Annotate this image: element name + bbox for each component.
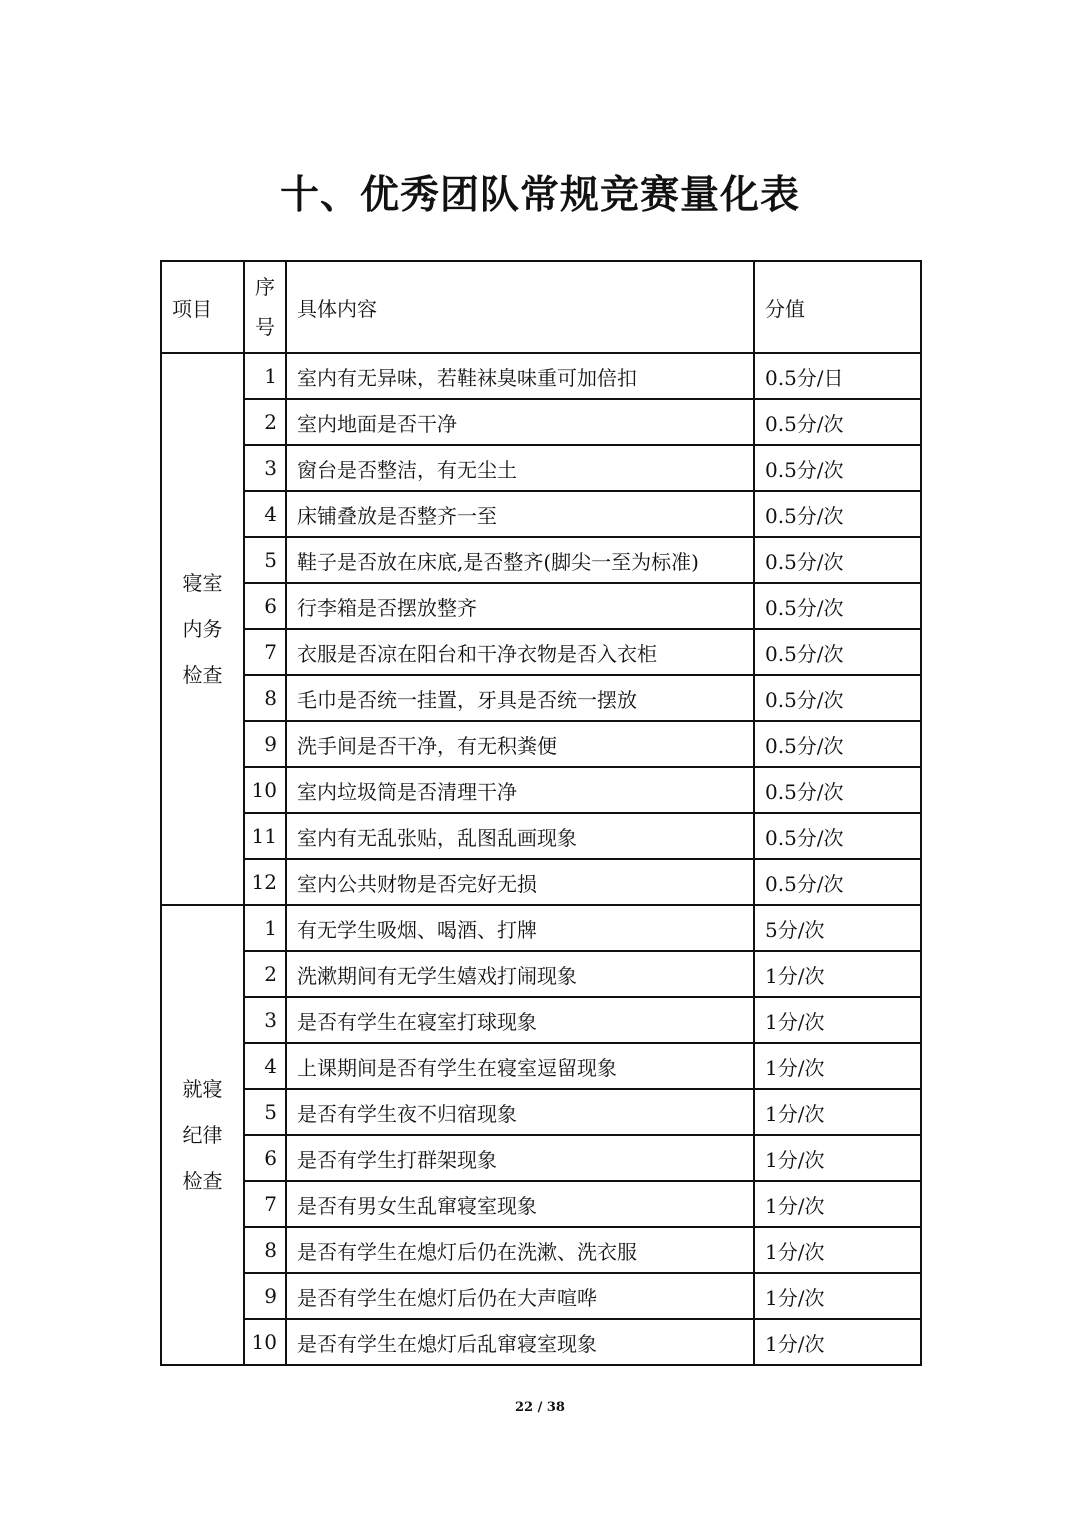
row-number: 5 (244, 1089, 286, 1135)
row-content: 鞋子是否放在床底,是否整齐(脚尖一至为标准) (286, 537, 754, 583)
row-number: 9 (244, 721, 286, 767)
row-content: 室内公共财物是否完好无损 (286, 859, 754, 905)
row-score: 1分/次 (754, 1135, 921, 1181)
row-content: 洗漱期间有无学生嬉戏打闹现象 (286, 951, 754, 997)
row-content: 室内垃圾筒是否清理干净 (286, 767, 754, 813)
table-row (161, 629, 921, 675)
row-score: 0.5分/次 (754, 537, 921, 583)
header-number-line1: 序 (255, 275, 275, 299)
table-row (161, 905, 921, 951)
table-row (161, 951, 921, 997)
row-score: 0.5分/次 (754, 491, 921, 537)
table-row (161, 721, 921, 767)
row-score: 0.5分/次 (754, 675, 921, 721)
table-row (161, 445, 921, 491)
category-label-line: 检查 (182, 663, 223, 687)
table-header-row (161, 261, 921, 353)
row-number: 8 (244, 1227, 286, 1273)
row-number: 3 (244, 445, 286, 491)
header-score: 分值 (754, 261, 921, 353)
category-label-line: 就寝 (182, 1077, 223, 1101)
row-score: 0.5分/次 (754, 399, 921, 445)
row-number: 1 (244, 353, 286, 399)
header-project: 项目 (161, 261, 244, 353)
row-content: 室内有无异味，若鞋袜臭味重可加倍扣 (286, 353, 754, 399)
table-row (161, 1227, 921, 1273)
row-content: 室内地面是否干净 (286, 399, 754, 445)
row-content: 是否有学生夜不归宿现象 (286, 1089, 754, 1135)
row-score: 0.5分/次 (754, 445, 921, 491)
row-score: 0.5分/次 (754, 721, 921, 767)
row-number: 5 (244, 537, 286, 583)
row-number: 1 (244, 905, 286, 951)
table-row (161, 583, 921, 629)
row-score: 0.5分/次 (754, 583, 921, 629)
row-score: 0.5分/次 (754, 629, 921, 675)
table-row (161, 1181, 921, 1227)
header-content: 具体内容 (286, 261, 754, 353)
category-label-line: 寝室 (182, 571, 223, 595)
row-number: 2 (244, 951, 286, 997)
row-content: 是否有学生在熄灯后仍在洗漱、洗衣服 (286, 1227, 754, 1273)
row-score: 1分/次 (754, 1227, 921, 1273)
row-number: 6 (244, 1135, 286, 1181)
table-row (161, 1273, 921, 1319)
row-number: 10 (244, 1319, 286, 1365)
row-score: 0.5分/日 (754, 353, 921, 399)
row-content: 衣服是否凉在阳台和干净衣物是否入衣柜 (286, 629, 754, 675)
table-row (161, 491, 921, 537)
row-number: 12 (244, 859, 286, 905)
table-row (161, 353, 921, 399)
row-score: 1分/次 (754, 997, 921, 1043)
table-row (161, 1135, 921, 1181)
quantification-table (160, 260, 922, 1366)
table-row (161, 537, 921, 583)
row-content: 是否有学生打群架现象 (286, 1135, 754, 1181)
row-number: 11 (244, 813, 286, 859)
row-content: 是否有学生在熄灯后乱窜寝室现象 (286, 1319, 754, 1365)
row-content: 洗手间是否干净，有无积粪便 (286, 721, 754, 767)
category-cell (161, 353, 244, 905)
row-content: 毛巾是否统一挂置，牙具是否统一摆放 (286, 675, 754, 721)
row-content: 行李箱是否摆放整齐 (286, 583, 754, 629)
row-number: 7 (244, 629, 286, 675)
row-number: 9 (244, 1273, 286, 1319)
row-content: 是否有学生在寝室打球现象 (286, 997, 754, 1043)
table-row (161, 675, 921, 721)
table-row (161, 1043, 921, 1089)
row-number: 8 (244, 675, 286, 721)
table-row (161, 813, 921, 859)
header-number-line2: 号 (255, 315, 275, 339)
row-score: 0.5分/次 (754, 859, 921, 905)
row-number: 7 (244, 1181, 286, 1227)
page-number: 22 / 38 (515, 1400, 565, 1415)
row-content: 床铺叠放是否整齐一至 (286, 491, 754, 537)
row-score: 1分/次 (754, 1043, 921, 1089)
row-content: 有无学生吸烟、喝酒、打牌 (286, 905, 754, 951)
row-number: 2 (244, 399, 286, 445)
table-row (161, 997, 921, 1043)
row-score: 5分/次 (754, 905, 921, 951)
category-label-line: 纪律 (182, 1123, 223, 1147)
row-score: 1分/次 (754, 951, 921, 997)
row-number: 4 (244, 1043, 286, 1089)
row-score: 1分/次 (754, 1273, 921, 1319)
row-content: 上课期间是否有学生在寝室逗留现象 (286, 1043, 754, 1089)
category-label-line: 检查 (182, 1169, 223, 1193)
row-content: 室内有无乱张贴，乱图乱画现象 (286, 813, 754, 859)
row-number: 6 (244, 583, 286, 629)
row-content: 是否有学生在熄灯后仍在大声喧哗 (286, 1273, 754, 1319)
row-score: 1分/次 (754, 1089, 921, 1135)
table-row (161, 1089, 921, 1135)
row-number: 4 (244, 491, 286, 537)
page-title: 十、优秀团队常规竞赛量化表 (279, 173, 800, 218)
row-score: 0.5分/次 (754, 767, 921, 813)
category-cell (161, 905, 244, 1365)
row-number: 10 (244, 767, 286, 813)
category-label-line: 内务 (182, 617, 223, 641)
row-score: 1分/次 (754, 1319, 921, 1365)
table-row (161, 859, 921, 905)
row-number: 3 (244, 997, 286, 1043)
row-content: 窗台是否整洁，有无尘土 (286, 445, 754, 491)
header-number (244, 261, 286, 353)
table-row (161, 767, 921, 813)
row-content: 是否有男女生乱窜寝室现象 (286, 1181, 754, 1227)
row-score: 0.5分/次 (754, 813, 921, 859)
table-row (161, 399, 921, 445)
row-score: 1分/次 (754, 1181, 921, 1227)
table-row (161, 1319, 921, 1365)
